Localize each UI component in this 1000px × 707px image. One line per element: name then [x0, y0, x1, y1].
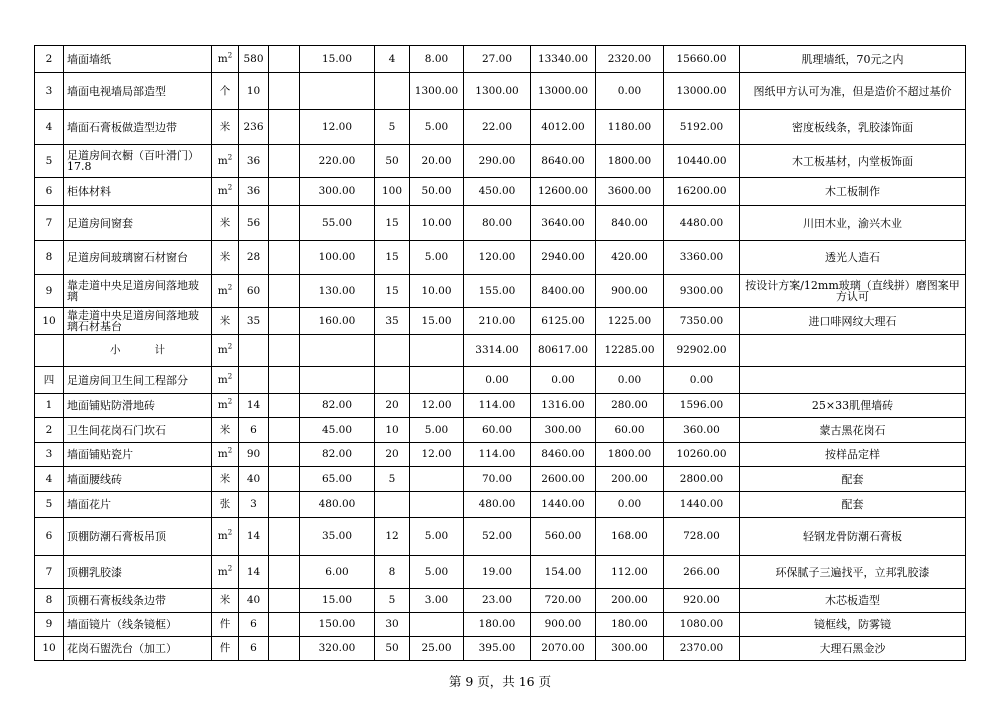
cell-unit: $m^2$ — [212, 518, 239, 556]
cell-material-total: 154.00 — [531, 556, 596, 589]
cell-item-name: 卫生间花岗石门坎石 — [64, 418, 212, 443]
cell-unit: $m^2$ — [212, 178, 239, 206]
cell-grand-total: 10260.00 — [664, 443, 740, 467]
cell-labor-total: 300.00 — [596, 637, 664, 661]
cell-labor-price: 5.00 — [410, 418, 464, 443]
cell-material-total: 8460.00 — [531, 443, 596, 467]
cell-quantity: 36 — [239, 178, 269, 206]
cell-remark: 按样品定样 — [740, 443, 966, 467]
cell-unit: $m^2$ — [212, 556, 239, 589]
cell-unit: $m^2$ — [212, 394, 239, 418]
table-row — [35, 637, 966, 661]
cell-unit: $m^2$ — [212, 443, 239, 467]
cell-item-number: 四 — [35, 367, 64, 394]
cell-remark: 大理石黑金沙 — [740, 637, 966, 661]
cell-unit-total: 1300.00 — [464, 73, 531, 110]
cell-item-name: 靠走道中央足道房间落地玻璃 — [64, 275, 212, 308]
cell-unit-total: 114.00 — [464, 443, 531, 467]
cell-blank — [269, 46, 300, 73]
cell-labor-price: 10.00 — [410, 275, 464, 308]
cell-unit: $m^2$ — [212, 275, 239, 308]
cell-blank — [269, 335, 300, 367]
cell-blank — [269, 308, 300, 335]
table-row — [35, 589, 966, 613]
cell-unit: 米 — [212, 206, 239, 241]
cell-labor-total: 900.00 — [596, 275, 664, 308]
cell-quantity: 6 — [239, 418, 269, 443]
cell-blank — [269, 467, 300, 492]
cell-grand-total: 2800.00 — [664, 467, 740, 492]
cell-labor-price: 5.00 — [410, 518, 464, 556]
table-row — [35, 241, 966, 275]
cell-item-name: 墙面石膏板做造型边带 — [64, 110, 212, 145]
cell-remark: 木工板制作 — [740, 178, 966, 206]
cell-grand-total: 728.00 — [664, 518, 740, 556]
cell-aux-price: 20 — [375, 443, 410, 467]
cell-item-number: 6 — [35, 178, 64, 206]
cell-item-number: 10 — [35, 308, 64, 335]
cell-unit-total: 70.00 — [464, 467, 531, 492]
cell-unit-total: 290.00 — [464, 145, 531, 178]
cell-item-name: 墙面铺贴瓷片 — [64, 443, 212, 467]
cell-material-price: 320.00 — [300, 637, 375, 661]
cell-labor-total: 1800.00 — [596, 443, 664, 467]
cell-unit: 米 — [212, 589, 239, 613]
cell-material-price: 480.00 — [300, 492, 375, 518]
cell-material-total: 2070.00 — [531, 637, 596, 661]
page-footer: 第 9 页，共 16 页 — [448, 674, 552, 689]
cell-item-name: 足道房间衣橱（百叶滑门）17.8 — [64, 145, 212, 178]
cell-aux-price: 8 — [375, 556, 410, 589]
cell-grand-total: 92902.00 — [664, 335, 740, 367]
table-row — [35, 367, 966, 394]
cell-quantity: 14 — [239, 556, 269, 589]
cell-material-price: 55.00 — [300, 206, 375, 241]
table-row — [35, 145, 966, 178]
cell-quantity: 35 — [239, 308, 269, 335]
cell-material-total: 560.00 — [531, 518, 596, 556]
cell-aux-price: 15 — [375, 206, 410, 241]
cell-grand-total: 2370.00 — [664, 637, 740, 661]
cell-labor-price: 5.00 — [410, 556, 464, 589]
cell-blank — [269, 589, 300, 613]
cell-grand-total: 1440.00 — [664, 492, 740, 518]
cell-unit-total: 60.00 — [464, 418, 531, 443]
cell-unit-total: 3314.00 — [464, 335, 531, 367]
cell-unit-total: 52.00 — [464, 518, 531, 556]
table-row — [35, 178, 966, 206]
cell-unit: 米 — [212, 110, 239, 145]
cell-grand-total: 16200.00 — [664, 178, 740, 206]
cell-labor-price: 3.00 — [410, 589, 464, 613]
cell-aux-price — [375, 492, 410, 518]
cell-remark: 配套 — [740, 467, 966, 492]
cell-unit-total: 114.00 — [464, 394, 531, 418]
cell-labor-total: 280.00 — [596, 394, 664, 418]
cell-material-total: 13340.00 — [531, 46, 596, 73]
cell-blank — [269, 241, 300, 275]
cell-material-total: 0.00 — [531, 367, 596, 394]
cell-aux-price: 12 — [375, 518, 410, 556]
cell-material-total: 12600.00 — [531, 178, 596, 206]
cell-item-number: 3 — [35, 443, 64, 467]
cell-item-name: 墙面墙纸 — [64, 46, 212, 73]
cell-grand-total: 1596.00 — [664, 394, 740, 418]
cell-unit: 米 — [212, 308, 239, 335]
cell-material-total: 8400.00 — [531, 275, 596, 308]
cell-labor-price — [410, 367, 464, 394]
cell-item-name: 足道房间卫生间工程部分 — [64, 367, 212, 394]
cell-item-number: 9 — [35, 613, 64, 637]
cell-labor-total: 1225.00 — [596, 308, 664, 335]
cell-labor-total: 0.00 — [596, 367, 664, 394]
cell-material-price: 100.00 — [300, 241, 375, 275]
cell-item-number: 5 — [35, 492, 64, 518]
cell-material-total: 80617.00 — [531, 335, 596, 367]
cell-quantity: 14 — [239, 518, 269, 556]
cell-labor-total: 168.00 — [596, 518, 664, 556]
cell-unit-total: 210.00 — [464, 308, 531, 335]
table-row — [35, 110, 966, 145]
cell-labor-price: 5.00 — [410, 110, 464, 145]
cell-material-price — [300, 73, 375, 110]
cell-aux-price: 4 — [375, 46, 410, 73]
cell-aux-price: 15 — [375, 275, 410, 308]
cell-item-number: 8 — [35, 241, 64, 275]
cell-material-price: 130.00 — [300, 275, 375, 308]
cell-item-name: 地面铺贴防滑地砖 — [64, 394, 212, 418]
cell-unit: 米 — [212, 241, 239, 275]
cell-unit: 件 — [212, 637, 239, 661]
cell-item-name: 墙面花片 — [64, 492, 212, 518]
cell-item-name: 墙面腰线砖 — [64, 467, 212, 492]
cell-item-number: 2 — [35, 418, 64, 443]
cell-unit: 个 — [212, 73, 239, 110]
cell-item-name: 靠走道中央足道房间落地玻璃石材基台 — [64, 308, 212, 335]
cell-quantity: 3 — [239, 492, 269, 518]
table-row — [35, 518, 966, 556]
cell-remark: 镜框线，防雾镜 — [740, 613, 966, 637]
cell-unit: 件 — [212, 613, 239, 637]
cell-item-number: 8 — [35, 589, 64, 613]
cell-labor-price: 12.00 — [410, 443, 464, 467]
cell-quantity: 580 — [239, 46, 269, 73]
cell-item-name: 墙面镜片（线条镜框） — [64, 613, 212, 637]
cell-unit-total: 480.00 — [464, 492, 531, 518]
table-row — [35, 335, 966, 367]
cell-blank — [269, 178, 300, 206]
cell-aux-price — [375, 73, 410, 110]
cell-quantity: 56 — [239, 206, 269, 241]
cell-labor-total: 60.00 — [596, 418, 664, 443]
cell-item-name: 足道房间窗套 — [64, 206, 212, 241]
cell-labor-total: 12285.00 — [596, 335, 664, 367]
cell-blank — [269, 637, 300, 661]
cell-material-total: 4012.00 — [531, 110, 596, 145]
cell-item-number: 9 — [35, 275, 64, 308]
cell-material-price: 82.00 — [300, 443, 375, 467]
cell-labor-total: 112.00 — [596, 556, 664, 589]
cell-unit: $m^2$ — [212, 367, 239, 394]
cell-remark: 图纸甲方认可为准，但是造价不超过基价 — [740, 73, 966, 110]
cell-item-number: 3 — [35, 73, 64, 110]
cell-item-name: 顶棚乳胶漆 — [64, 556, 212, 589]
cell-grand-total: 13000.00 — [664, 73, 740, 110]
cell-aux-price: 50 — [375, 145, 410, 178]
cell-unit: 张 — [212, 492, 239, 518]
cell-labor-total: 1800.00 — [596, 145, 664, 178]
table-row — [35, 467, 966, 492]
cell-labor-price — [410, 335, 464, 367]
cell-labor-price: 50.00 — [410, 178, 464, 206]
cell-remark: 木工板基材，内堂板饰面 — [740, 145, 966, 178]
table-row — [35, 394, 966, 418]
cell-unit-total: 19.00 — [464, 556, 531, 589]
cell-blank — [269, 110, 300, 145]
cell-remark — [740, 335, 966, 367]
cell-item-name: 柜体材料 — [64, 178, 212, 206]
cell-material-total: 1316.00 — [531, 394, 596, 418]
cell-blank — [269, 394, 300, 418]
cell-unit: $m^2$ — [212, 335, 239, 367]
table-row — [35, 46, 966, 73]
cell-grand-total: 920.00 — [664, 589, 740, 613]
cell-quantity: 36 — [239, 145, 269, 178]
cell-material-price: 6.00 — [300, 556, 375, 589]
cell-grand-total: 0.00 — [664, 367, 740, 394]
cell-unit-total: 450.00 — [464, 178, 531, 206]
cell-material-total: 13000.00 — [531, 73, 596, 110]
cell-grand-total: 4480.00 — [664, 206, 740, 241]
cell-material-price: 82.00 — [300, 394, 375, 418]
cell-unit-total: 80.00 — [464, 206, 531, 241]
cell-unit-total: 0.00 — [464, 367, 531, 394]
cell-quantity: 90 — [239, 443, 269, 467]
cell-grand-total: 3360.00 — [664, 241, 740, 275]
cell-item-name: 顶棚石膏板线条边带 — [64, 589, 212, 613]
cell-grand-total: 9300.00 — [664, 275, 740, 308]
cell-unit: 米 — [212, 418, 239, 443]
cell-unit: $m^2$ — [212, 145, 239, 178]
table-row — [35, 613, 966, 637]
cell-item-name: 花岗石盥洗台（加工） — [64, 637, 212, 661]
cell-unit: 米 — [212, 467, 239, 492]
cell-aux-price: 30 — [375, 613, 410, 637]
cell-material-total: 1440.00 — [531, 492, 596, 518]
cell-aux-price: 50 — [375, 637, 410, 661]
table-row — [35, 443, 966, 467]
cell-grand-total: 15660.00 — [664, 46, 740, 73]
cell-material-price: 150.00 — [300, 613, 375, 637]
cell-unit-total: 23.00 — [464, 589, 531, 613]
cell-item-number: 4 — [35, 110, 64, 145]
cell-remark: 蒙古黑花岗石 — [740, 418, 966, 443]
table-row — [35, 275, 966, 308]
cell-material-price: 45.00 — [300, 418, 375, 443]
cell-labor-total: 0.00 — [596, 492, 664, 518]
cell-grand-total: 1080.00 — [664, 613, 740, 637]
cell-labor-total: 420.00 — [596, 241, 664, 275]
cell-material-price: 220.00 — [300, 145, 375, 178]
cell-item-number — [35, 335, 64, 367]
cell-item-number: 7 — [35, 556, 64, 589]
cell-item-name: 顶棚防潮石膏板吊顶 — [64, 518, 212, 556]
cell-labor-total: 200.00 — [596, 589, 664, 613]
cell-material-total: 720.00 — [531, 589, 596, 613]
cell-grand-total: 10440.00 — [664, 145, 740, 178]
cell-item-name: 足道房间玻璃窗石材窗台 — [64, 241, 212, 275]
cell-remark: 肌理墙纸，70元之内 — [740, 46, 966, 73]
table-body — [35, 46, 966, 661]
cell-aux-price: 15 — [375, 241, 410, 275]
cell-quantity: 40 — [239, 467, 269, 492]
cell-labor-price — [410, 492, 464, 518]
cell-material-total: 900.00 — [531, 613, 596, 637]
cell-grand-total: 266.00 — [664, 556, 740, 589]
cell-quantity: 6 — [239, 637, 269, 661]
cell-labor-price — [410, 613, 464, 637]
cell-unit-total: 395.00 — [464, 637, 531, 661]
cell-labor-price: 20.00 — [410, 145, 464, 178]
cell-blank — [269, 73, 300, 110]
cell-labor-price — [410, 467, 464, 492]
cell-labor-total: 0.00 — [596, 73, 664, 110]
cell-labor-price: 10.00 — [410, 206, 464, 241]
cell-item-number: 5 — [35, 145, 64, 178]
cell-quantity: 60 — [239, 275, 269, 308]
table-row — [35, 308, 966, 335]
cell-material-price: 160.00 — [300, 308, 375, 335]
cell-aux-price: 100 — [375, 178, 410, 206]
cell-remark: 川田木业，渝兴木业 — [740, 206, 966, 241]
cell-aux-price: 5 — [375, 110, 410, 145]
cell-labor-price: 5.00 — [410, 241, 464, 275]
cell-aux-price: 5 — [375, 467, 410, 492]
cell-labor-total: 2320.00 — [596, 46, 664, 73]
cell-labor-price: 12.00 — [410, 394, 464, 418]
cell-aux-price: 5 — [375, 589, 410, 613]
cell-blank — [269, 145, 300, 178]
cell-remark: 轻钢龙骨防潮石膏板 — [740, 518, 966, 556]
cell-item-number: 7 — [35, 206, 64, 241]
cell-quantity: 10 — [239, 73, 269, 110]
cell-blank — [269, 418, 300, 443]
cell-material-price: 15.00 — [300, 46, 375, 73]
cell-blank — [269, 443, 300, 467]
cell-quantity: 14 — [239, 394, 269, 418]
cell-item-name: 墙面电视墙局部造型 — [64, 73, 212, 110]
cell-remark: 配套 — [740, 492, 966, 518]
cell-material-price: 35.00 — [300, 518, 375, 556]
cell-aux-price: 35 — [375, 308, 410, 335]
cell-blank — [269, 613, 300, 637]
cell-material-total: 2600.00 — [531, 467, 596, 492]
cell-unit-total: 27.00 — [464, 46, 531, 73]
cell-blank — [269, 206, 300, 241]
cell-labor-price: 15.00 — [410, 308, 464, 335]
cell-item-number: 4 — [35, 467, 64, 492]
cell-remark: 环保腻子三遍找平，立邦乳胶漆 — [740, 556, 966, 589]
cell-item-number: 2 — [35, 46, 64, 73]
cell-material-total: 6125.00 — [531, 308, 596, 335]
cell-quantity: 28 — [239, 241, 269, 275]
cell-quantity: 6 — [239, 613, 269, 637]
cell-material-price: 65.00 — [300, 467, 375, 492]
cell-labor-total: 1180.00 — [596, 110, 664, 145]
table-row — [35, 206, 966, 241]
cell-aux-price — [375, 367, 410, 394]
cell-item-number: 1 — [35, 394, 64, 418]
cell-quantity: 40 — [239, 589, 269, 613]
cell-remark — [740, 367, 966, 394]
cell-blank — [269, 275, 300, 308]
cell-material-price: 300.00 — [300, 178, 375, 206]
cell-material-total: 2940.00 — [531, 241, 596, 275]
cell-aux-price: 20 — [375, 394, 410, 418]
cell-item-number: 6 — [35, 518, 64, 556]
cell-material-price: 15.00 — [300, 589, 375, 613]
cell-material-price — [300, 367, 375, 394]
cell-labor-price: 25.00 — [410, 637, 464, 661]
cell-quantity: 236 — [239, 110, 269, 145]
cell-material-total: 300.00 — [531, 418, 596, 443]
cell-labor-total: 180.00 — [596, 613, 664, 637]
cell-grand-total: 5192.00 — [664, 110, 740, 145]
cell-material-price: 12.00 — [300, 110, 375, 145]
cell-labor-total: 840.00 — [596, 206, 664, 241]
cell-quantity — [239, 335, 269, 367]
cell-remark: 25×33肌俚墙砖 — [740, 394, 966, 418]
cell-remark: 密度板线条，乳胶漆饰面 — [740, 110, 966, 145]
cell-material-price — [300, 335, 375, 367]
cell-blank — [269, 518, 300, 556]
cell-grand-total: 360.00 — [664, 418, 740, 443]
cell-aux-price — [375, 335, 410, 367]
cell-grand-total: 7350.00 — [664, 308, 740, 335]
cell-labor-price: 8.00 — [410, 46, 464, 73]
table-row — [35, 556, 966, 589]
cell-material-total: 3640.00 — [531, 206, 596, 241]
cell-labor-total: 3600.00 — [596, 178, 664, 206]
cell-unit: $m^2$ — [212, 46, 239, 73]
table-row — [35, 492, 966, 518]
cell-remark: 按设计方案/12mm玻璃（直线拼）磨图案甲方认可 — [740, 275, 966, 308]
cell-quantity — [239, 367, 269, 394]
cell-unit-total: 180.00 — [464, 613, 531, 637]
cell-unit-total: 120.00 — [464, 241, 531, 275]
cell-item-name: 小 计 — [64, 335, 212, 367]
cell-aux-price: 10 — [375, 418, 410, 443]
cell-unit-total: 22.00 — [464, 110, 531, 145]
cell-material-total: 8640.00 — [531, 145, 596, 178]
cell-remark: 木芯板造型 — [740, 589, 966, 613]
cell-remark: 透光人造石 — [740, 241, 966, 275]
cell-blank — [269, 556, 300, 589]
cell-remark: 进口啡网纹大理石 — [740, 308, 966, 335]
table-row — [35, 418, 966, 443]
cell-labor-total: 200.00 — [596, 467, 664, 492]
cell-item-number: 10 — [35, 637, 64, 661]
cell-unit-total: 155.00 — [464, 275, 531, 308]
table-row — [35, 73, 966, 110]
cell-labor-price: 1300.00 — [410, 73, 464, 110]
cell-blank — [269, 492, 300, 518]
cell-blank — [269, 367, 300, 394]
quotation-table — [34, 45, 966, 661]
